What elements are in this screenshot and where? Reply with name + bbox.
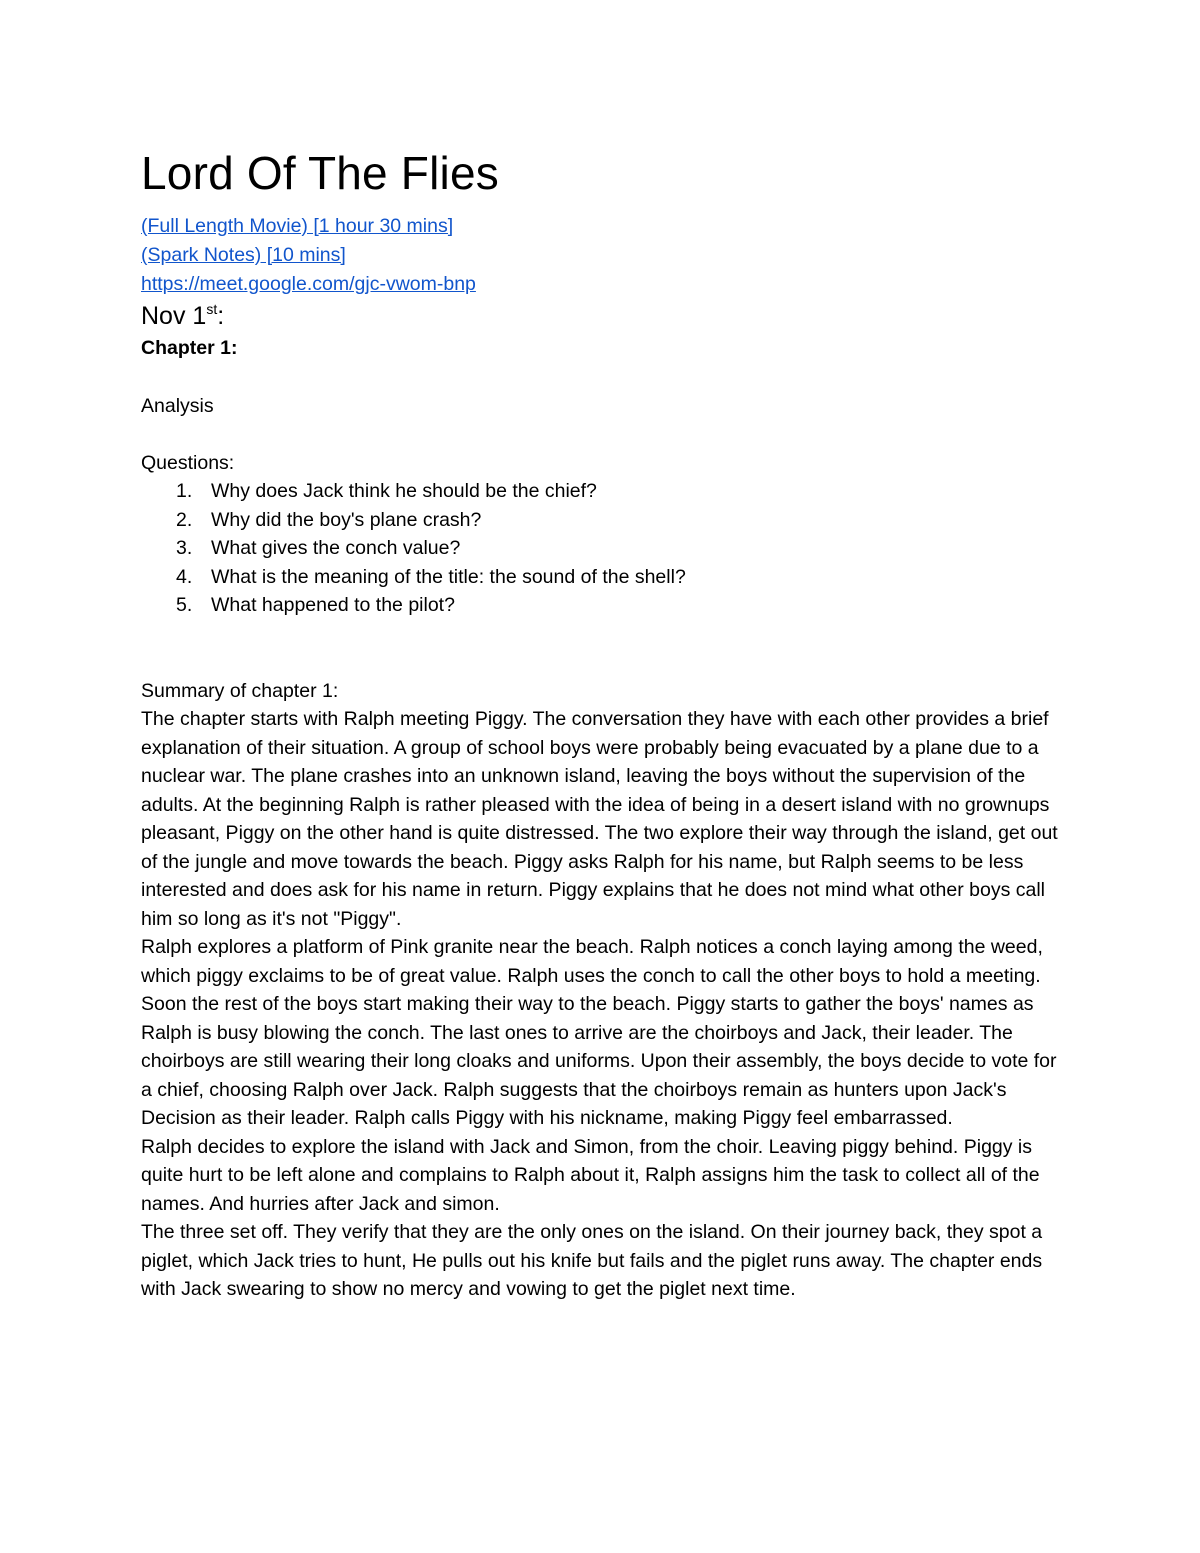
summary-paragraph: The chapter starts with Ralph meeting Piggy. The conversation they have with each other provides a brief explanation of their situation. A group of school boys were probably being evacuated by a plane due to a nuclear war. The plane crashes into an unknown island, leaving the boys without the supervision of the adults. At the beginning Ralph is rather pleased with the idea of being in a desert island with no grownups pleasant, Piggy on the other hand is quite distressed. The two explore their way through the island, get out of the jungle and move towards the beach. Piggy asks Ralph for his name, but Ralph seems to be less interested and does ask for his name in return. Piggy explains that he does not mind what other boys call him so long as it's not "Piggy". [141, 708, 1058, 930]
summary-label: Summary of chapter 1: [141, 679, 339, 702]
document-title: Lord Of The Flies [141, 147, 499, 199]
chapter-heading: Chapter 1: [141, 337, 238, 359]
question-text: What is the meaning of the title: the sound of the shell? [211, 565, 686, 588]
list-number: 3. [176, 537, 193, 559]
spark-notes-link[interactable]: (Spark Notes) [10 mins] [141, 244, 346, 266]
questions-label: Questions: [141, 451, 235, 474]
google-meet-link[interactable]: https://meet.google.com/gjc-vwom-bnp [141, 273, 476, 295]
questions-list [141, 477, 1066, 620]
list-number: 2. [176, 508, 193, 531]
date-suffix: st [206, 301, 218, 317]
list-item [141, 534, 1066, 563]
question-text: Why did the boy's plane crash? [211, 508, 482, 531]
list-number: 4. [176, 565, 193, 588]
list-number: 5. [176, 594, 193, 616]
blank-line [141, 420, 1066, 449]
full-length-movie-link[interactable]: (Full Length Movie) [1 hour 30 mins] [141, 215, 454, 237]
question-text: What happened to the pilot? [211, 594, 455, 616]
list-number: 1. [176, 480, 193, 502]
date-label: Nov 1 [141, 302, 207, 330]
date-colon: : [217, 302, 225, 330]
list-item [141, 506, 1066, 535]
list-item [141, 563, 1066, 592]
document-page [141, 140, 1066, 1304]
summary-paragraph: Ralph decides to explore the island with Jack and Simon, from the choir. Leaving piggy behind. Piggy is quite hurt to be left alone and complains to Ralph about it, Ralph assigns him the task to collect all of the names. And hurries after Jack and simon. [141, 1135, 1040, 1215]
question-text: Why does Jack think he should be the chief? [211, 480, 597, 502]
summary-paragraph: Ralph explores a platform of Pink granite near the beach. Ralph notices a conch laying among the weed, which piggy exclaims to be of great value. Ralph uses the conch to call the other boys to hold a meeting. Soon the rest of the boys start making their way to the beach. Piggy starts to gather the boys' names as Ralph is busy blowing the conch. The last ones to arrive are the choirboys and Jack, their leader. The choirboys are still wearing their long cloaks and uniforms. Upon their assembly, the boys decide to vote for a chief, choosing Ralph over Jack. Ralph suggests that the choirboys remain as hunters upon Jack's Decision as their leader. Ralph calls Piggy with his nickname, making Piggy feel embarrassed. [141, 936, 1057, 1129]
date-heading [141, 299, 1066, 333]
blank-line [141, 363, 1066, 392]
list-item [141, 477, 1066, 506]
summary-paragraph: The three set off. They verify that they are the only ones on the island. On their journey back, they spot a piglet, which Jack tries to hunt, He pulls out his knife but fails and the piglet runs away. The chapter ends with Jack swearing to show no mercy and vowing to get the piglet next time. [141, 1221, 1043, 1300]
list-item [141, 591, 1066, 620]
question-text: What gives the conch value? [211, 537, 461, 559]
blank-line [141, 620, 1066, 677]
analysis-label: Analysis [141, 394, 214, 417]
summary-section [141, 677, 1066, 1304]
